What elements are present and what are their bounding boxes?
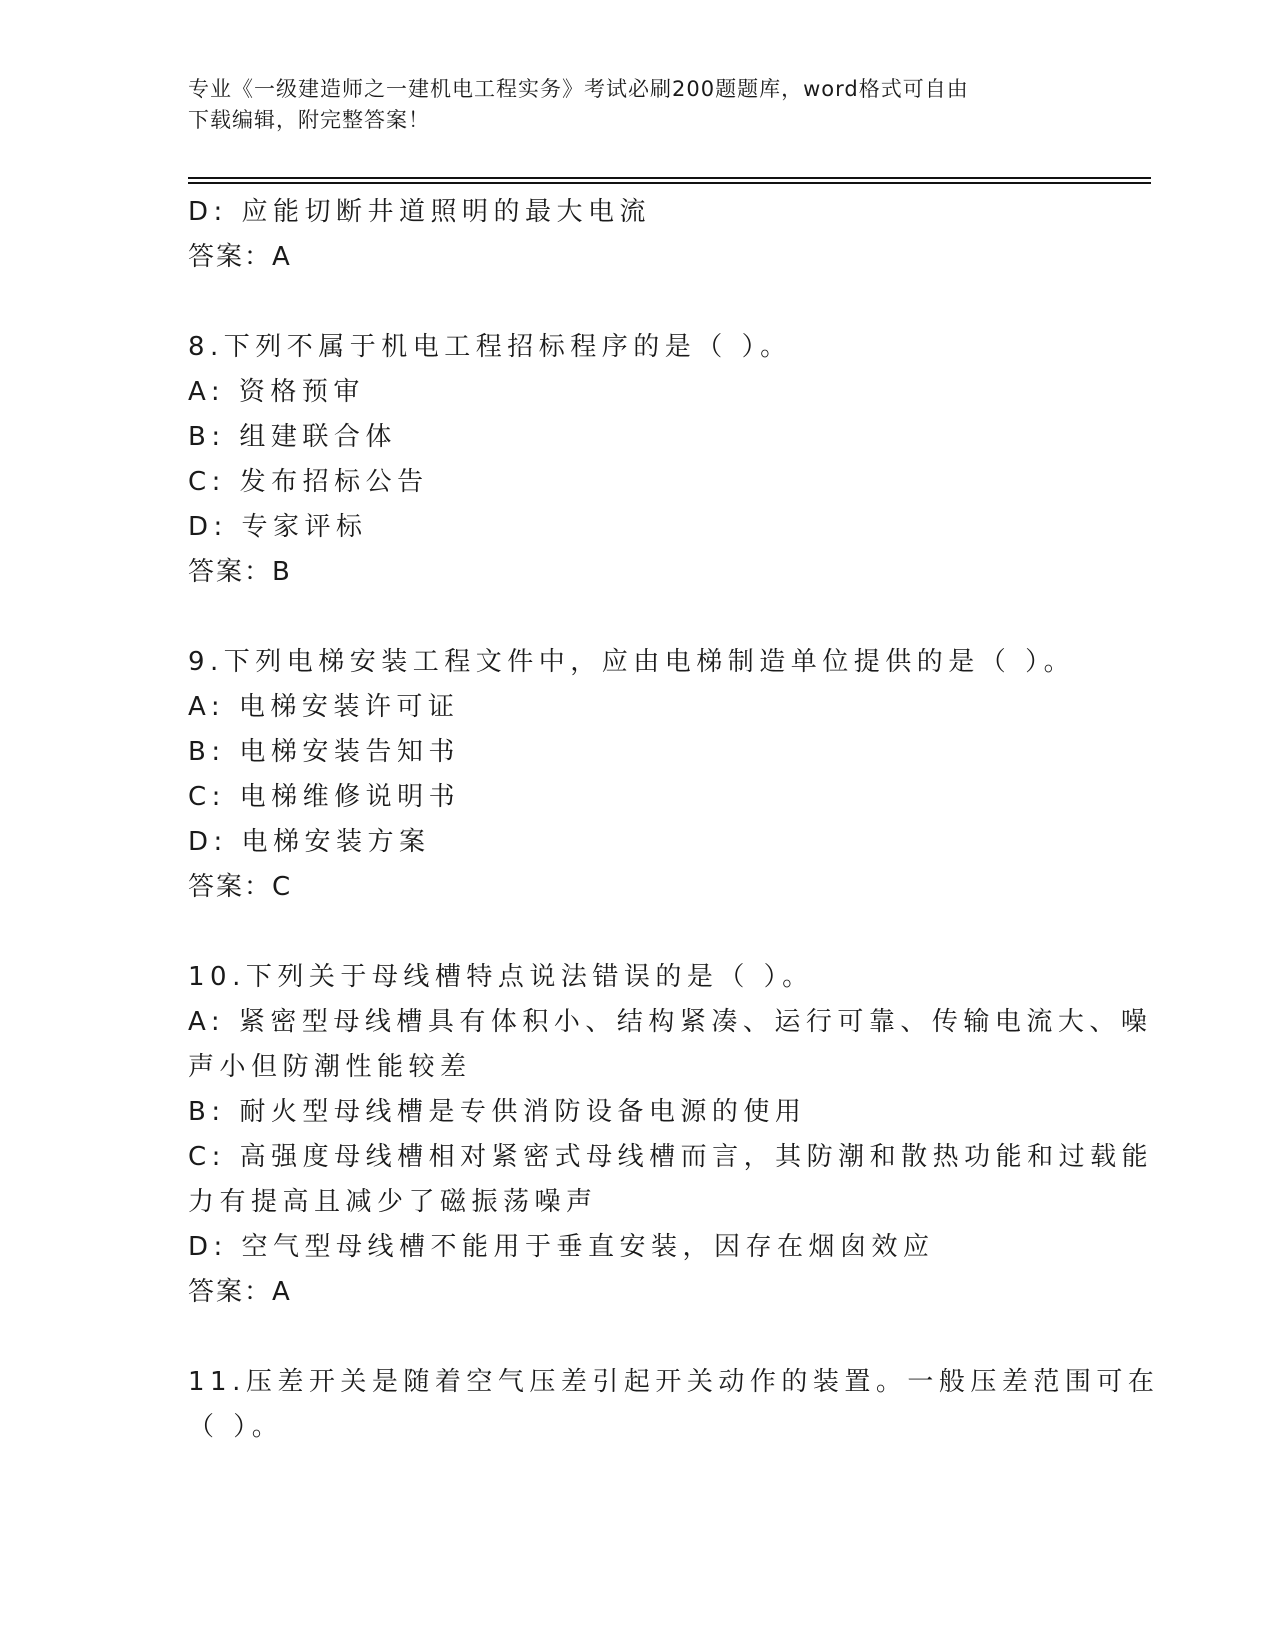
question-10 [188, 955, 1154, 1315]
option-b: B: 组建联合体 [188, 422, 397, 452]
header-line-1: 专业《一级建造师之一建机电工程实务》考试必刷200题题库，word格式可自由 [188, 77, 969, 101]
document-header [188, 74, 1068, 136]
option-a: A: 电梯安装许可证 [188, 692, 460, 722]
option-c: C: 发布招标公告 [188, 467, 429, 497]
header-divider-top [188, 177, 1151, 179]
option-a-line-2: 声小但防潮性能较差 [188, 1052, 472, 1082]
question-stem: 8.下列不属于机电工程招标程序的是（ ）。 [188, 332, 792, 362]
question-stem-line-2: （ ）。 [188, 1412, 284, 1442]
option-c-line-2: 力有提高且减少了磁振荡噪声 [188, 1187, 598, 1217]
prev-option-d: D: 应能切断井道照明的最大电流 [188, 197, 652, 227]
header-divider-bottom [188, 182, 1151, 184]
question-stem: 10.下列关于母线槽特点说法错误的是（ ）。 [188, 962, 814, 992]
option-d: D: 空气型母线槽不能用于垂直安装，因存在烟囱效应 [188, 1232, 935, 1262]
prev-answer: 答案：A [188, 242, 292, 272]
option-b: B: 电梯安装告知书 [188, 737, 460, 767]
question-9 [188, 640, 1088, 910]
question-8 [188, 325, 1088, 595]
answer: 答案：C [188, 872, 293, 902]
answer: 答案：B [188, 557, 292, 587]
option-c-line-1: C: 高强度母线槽相对紧密式母线槽而言，其防潮和散热功能和过载能 [188, 1142, 1154, 1172]
question-stem-line-1: 11.压差开关是随着空气压差引起开关动作的装置。一般压差范围可在 [188, 1367, 1160, 1397]
option-d: D: 电梯安装方案 [188, 827, 431, 857]
option-a: A: 资格预审 [188, 377, 365, 407]
header-line-2: 下载编辑，附完整答案！ [188, 108, 430, 132]
answer: 答案：A [188, 1277, 292, 1307]
question-11 [188, 1360, 1160, 1450]
document-content [188, 190, 1160, 1450]
option-a-line-1: A: 紧密型母线槽具有体积小、结构紧凑、运行可靠、传输电流大、噪 [188, 1007, 1153, 1037]
option-b: B: 耐火型母线槽是专供消防设备电源的使用 [188, 1097, 807, 1127]
option-d: D: 专家评标 [188, 512, 368, 542]
question-stem: 9.下列电梯安装工程文件中，应由电梯制造单位提供的是（ ）。 [188, 647, 1076, 677]
option-c: C: 电梯维修说明书 [188, 782, 461, 812]
